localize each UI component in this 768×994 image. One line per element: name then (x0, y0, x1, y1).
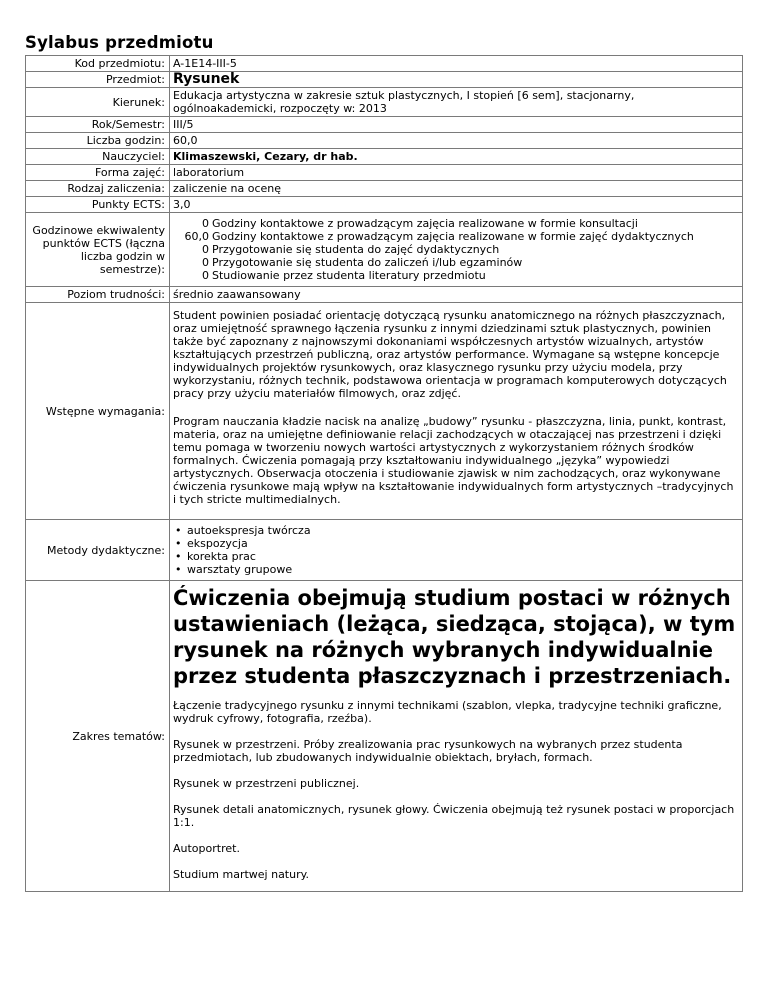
ects-hours-value: 0 (202, 243, 209, 256)
topic-paragraph: Łączenie tradycyjnego rysunku z innymi technikami (szablon, vlepka, tradycyjne techniki graficzne, wydruk cyfrowy, fotografia, rzeźba). (173, 699, 722, 725)
prerequisites-paragraph: Program nauczania kładzie nacisk na analizę „budowy” rysunku - płaszczyzna, linia, punkt, kontrast, materia, oraz na umiejętne definiowanie relacji zachodzących w otaczającej nas przestrzeni i dzięki temu pomaga w tworzeniu nowych wartości artystycznych z wykorzystaniem różnych środków formalnych. Ćwiczenia pomagają przy kształtowaniu indywidualnego „języka” wypowiedzi artystycznych. Obserwacja otoczenia i studiowanie zjawisk w nim zachodzących, oraz wykonywane ćwiczenia rysunkowe mają wpływ na kształtowanie indywidualnych form artystycznych –tradycyjnych i tych stricte multimedialnych. (173, 415, 734, 506)
row-assessment (26, 181, 743, 197)
ects-hours-value: 0 (202, 217, 209, 230)
value-class-form: laboratorium (170, 165, 743, 181)
label-course-code: Kod przedmiotu: (26, 56, 170, 72)
value-ects-hours (170, 213, 743, 287)
value-ects: 3,0 (170, 197, 743, 213)
value-year-semester: III/5 (170, 117, 743, 133)
label-topics: Zakres tematów: (26, 581, 170, 892)
prerequisites-paragraph: Student powinien posiadać orientację dotyczącą rysunku anatomicznego na różnych płaszczyznach, oraz umiejętność sprawnego łączenia rysunku z innymi dziedzinami sztuk plastycznych, powinien także być zapoznany z najnowszymi dokonaniami współczesnych artystów wizualnych, artystów kształtujących przestrzeń publiczną, oraz artystów performance. Wymagane są wstępne koncepcje indywidualnych projektów rysunkowych, oraz klasycznego rysunku przy użyciu modela, przy wykorzystaniu, różnych technik, podstawowa orientacja w programach komputerowych dotyczących pracy przy użyciu materiałów filmowych, oraz zdjęć. (173, 309, 727, 400)
topics-heading: Ćwiczenia obejmują studium postaci w różnych ustawieniach (leżąca, siedząca, stojąca), w tym rysunek na różnych wybranych indywidualnie przez studenta płaszczyznach i przestrzeniach. (173, 586, 736, 688)
row-difficulty (26, 287, 743, 303)
topic-paragraph: Rysunek w przestrzeni publicznej. (173, 777, 360, 790)
list-item: • warsztaty grupowe (187, 563, 739, 576)
value-hours: 60,0 (170, 133, 743, 149)
label-field: Kierunek: (26, 88, 170, 117)
ects-hours-desc: Godziny kontaktowe z prowadzącym zajęcia realizowane w formie zajęć dydaktycznych (212, 230, 694, 243)
label-assessment: Rodzaj zaliczenia: (26, 181, 170, 197)
row-topics (26, 581, 743, 892)
row-subject (26, 72, 743, 88)
label-subject: Przedmiot: (26, 72, 170, 88)
row-course-code (26, 56, 743, 72)
row-prerequisites (26, 303, 743, 520)
ects-hours-desc: Godziny kontaktowe z prowadzącym zajęcia realizowane w formie konsultacji (212, 217, 638, 230)
row-hours (26, 133, 743, 149)
value-methods (170, 520, 743, 581)
label-ects: Punkty ECTS: (26, 197, 170, 213)
list-item: • autoekspresja twórcza (187, 524, 739, 537)
value-topics (170, 581, 743, 892)
value-assessment: zaliczenie na ocenę (170, 181, 743, 197)
value-teacher: Klimaszewski, Cezary, dr hab. (170, 149, 743, 165)
label-difficulty: Poziom trudności: (26, 287, 170, 303)
topic-paragraph: Rysunek detali anatomicznych, rysunek głowy. Ćwiczenia obejmują też rysunek postaci w proporcjach 1:1. (173, 803, 735, 829)
value-difficulty: średnio zaawansowany (170, 287, 743, 303)
list-item: • ekspozycja (187, 537, 739, 550)
value-subject: Rysunek (170, 72, 743, 88)
label-class-form: Forma zajęć: (26, 165, 170, 181)
ects-hours-desc: Studiowanie przez studenta literatury przedmiotu (212, 269, 486, 282)
row-class-form (26, 165, 743, 181)
page-title: Sylabus przedmiotu (25, 33, 214, 52)
row-field (26, 88, 743, 117)
row-ects-hours (26, 213, 743, 287)
row-ects (26, 197, 743, 213)
value-course-code: A-1E14-III-5 (170, 56, 743, 72)
value-prerequisites (170, 303, 743, 520)
label-prerequisites: Wstępne wymagania: (26, 303, 170, 520)
ects-hours-value: 60,0 (184, 230, 209, 243)
syllabus-table (25, 55, 743, 892)
ects-hours-value: 0 (202, 256, 209, 269)
ects-hours-desc: Przygotowanie się studenta do zajęć dydaktycznych (212, 243, 500, 256)
ects-hours-desc: Przygotowanie się studenta do zaliczeń i/lub egzaminów (212, 256, 523, 269)
ects-hours-list (173, 214, 739, 285)
row-teacher (26, 149, 743, 165)
label-ects-hours: Godzinowe ekwiwalenty punktów ECTS (łączna liczba godzin w semestrze): (26, 213, 170, 287)
label-year-semester: Rok/Semestr: (26, 117, 170, 133)
topic-paragraph: Studium martwej natury. (173, 868, 310, 881)
label-teacher: Nauczyciel: (26, 149, 170, 165)
value-field: Edukacja artystyczna w zakresie sztuk plastycznych, I stopień [6 sem], stacjonarny, ogólnoakademicki, rozpoczęty w: 2013 (170, 88, 743, 117)
row-year-semester (26, 117, 743, 133)
topic-paragraph: Rysunek w przestrzeni. Próby zrealizowania prac rysunkowych na wybranych przez studenta przedmiotach, lub zbudowanych indywidualnie obiektach, bryłach, formach. (173, 738, 683, 764)
methods-list (173, 521, 739, 579)
label-hours: Liczba godzin: (26, 133, 170, 149)
ects-hours-value: 0 (202, 269, 209, 282)
row-methods (26, 520, 743, 581)
list-item: • korekta prac (187, 550, 739, 563)
label-methods: Metody dydaktyczne: (26, 520, 170, 581)
topic-paragraph: Autoportret. (173, 842, 240, 855)
